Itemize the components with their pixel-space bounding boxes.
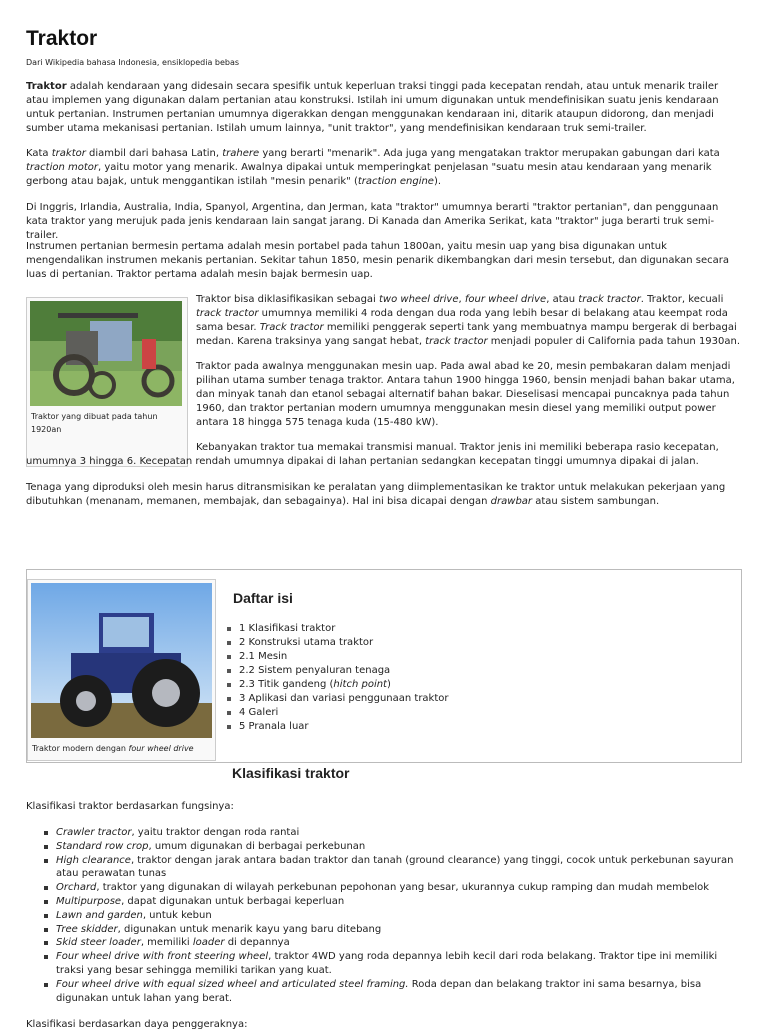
toc-item[interactable]: 2.3 Titik gandeng (hitch point) xyxy=(225,678,449,692)
toc-item[interactable]: 5 Pranala luar xyxy=(225,720,449,734)
figure-modern-tractor xyxy=(27,579,216,761)
toc-item[interactable]: 2 Konstruksi utama traktor xyxy=(225,636,449,650)
classification-list xyxy=(42,826,742,1005)
page-subtitle: Dari Wikipedia bahasa Indonesia, ensiklopedia bebas xyxy=(26,58,240,67)
toc-item[interactable]: 2.2 Sistem penyaluran tenaga xyxy=(225,664,449,678)
paragraph-classification: Traktor bisa diklasifikasikan sebagai two wheel drive, four wheel drive, atau track tractor. Traktor, kecuali track tractor umumnya memiliki 4 roda dengan dua roda yang lebih besar di belakang atau keempat roda sama besar. Track tractor memiliki penggerak seperti tank yang membuatnya mampu bergerak di berbagai medan. Karena traksinya yang sangat hebat, track tractor menjadi populer di California pada tahun 1930an. xyxy=(196,294,741,347)
page-title: Traktor xyxy=(26,27,98,50)
list-item: Standard row crop, umum digunakan di berbagai perkebunan xyxy=(42,840,742,854)
list-item: High clearance, traktor dengan jarak antara badan traktor dan tanah (ground clearance) yang tinggi, cocok untuk perkebunan sayuran atau perawatan tunas xyxy=(42,854,742,882)
toc-item[interactable]: 1 Klasifikasi traktor xyxy=(225,622,449,636)
article xyxy=(26,26,742,1030)
list-item: Lawn and garden, untuk kebun xyxy=(42,909,742,923)
paragraph-history: Instrumen pertanian bermesin pertama adalah mesin portabel pada tahun 1800an, yaitu mesin uap yang bisa digunakan untuk mengendalikan instrumen mekanis pertanian. Sekitar tahun 1850, mesin penarik dikembangkan dari mesin tersebut, dan digunakan secara luas di pertanian. Traktor pertama adalah mesin bajak bermesin uap. xyxy=(26,241,729,280)
toc-item[interactable]: 4 Galeri xyxy=(225,706,449,720)
paragraph-intro: Traktor adalah kendaraan yang didesain secara spesifik untuk keperluan traksi tinggi pada kecepatan rendah, atau untuk menarik trailer atau implemen yang digunakan dalam pertanian atau konstruksi. Istilah ini umum digunakan untuk mendefinisikan suatu jenis kendaraan untuk pertanian. Instrumen pertanian umumnya digerakkan dengan menggunakan kendaraan ini, ditarik ataupun didorong, dan menjadi sumber utama mekanisasi pertanian. Istilah umum lainnya, "unit traktor", yang mendefinisikan kendaraan truk semi-trailer. xyxy=(26,81,719,134)
list-item: Four wheel drive with equal sized wheel and articulated steel framing. Roda depan dan belakang traktor ini sama besarnya, bisa digunakan untuk lahan yang berat. xyxy=(42,978,742,1006)
toc-list xyxy=(225,622,449,734)
vintage-tractor-image[interactable] xyxy=(30,301,182,406)
paragraph-transmission: Kebanyakan traktor tua memakai transmisi manual. Traktor jenis ini memiliki beberapa rasio kecepatan, umumnya 3 hingga 6. Kecepatan rendah umumnya dipakai di lahan pertanian sedangkan kecepatan tinggi umumnya dipakai di jalan. xyxy=(26,442,719,467)
paragraph-engines: Traktor pada awalnya menggunakan mesin uap. Pada awal abad ke 20, mesin pembakaran dalam menjadi pilihan utama sumber tenaga traktor. Antara tahun 1900 hingga 1960, bensin menjadi bahan bakar utama, dan minyak tanah dan etanol sebagai alternatif bahan bakar. Dieselisasi mencapai puncaknya pada tahun 1960, dan traktor pertanian modern umumnya menggunakan mesin diesel yang memiliki output power antara 18 hingga 575 tenaga kuda (15-480 kW). xyxy=(196,361,735,428)
toc-container xyxy=(26,569,742,763)
list-item: Crawler tractor, yaitu traktor dengan roda rantai xyxy=(42,826,742,840)
list-item: Tree skidder, digunakan untuk menarik kayu yang baru ditebang xyxy=(42,923,742,937)
toc-title: Daftar isi xyxy=(233,590,293,606)
list-item: Skid steer loader, memiliki loader di depannya xyxy=(42,936,742,950)
list-item: Four wheel drive with front steering wheel, traktor 4WD yang roda depannya lebih kecil dari roda belakang. Traktor tipe ini memiliki traksi yang besar sehingga memiliki tarikan yang kuat. xyxy=(42,950,742,978)
toc-item[interactable]: 3 Aplikasi dan variasi penggunaan traktor xyxy=(225,692,449,706)
term-traktor: Traktor xyxy=(26,81,67,92)
section-heading: Klasifikasi traktor xyxy=(232,765,350,781)
paragraph-power: Tenaga yang diproduksi oleh mesin harus ditransmisikan ke peralatan yang diimplementasikan ke traktor untuk melakukan pekerjaan yang dibutuhkan (menanam, memanen, membajak, dan sebagainya). Hal ini bisa dicapai dengan drawbar atau sistem sambungan. xyxy=(26,482,726,507)
paragraph-regions: Di Inggris, Irlandia, Australia, India, Spanyol, Argentina, dan Jerman, kata "traktor" umumnya berarti "traktor pertanian", dan penggunaan kata traktor yang merujuk pada jenis kendaraan lain sangat jarang. Di Kanada dan Amerika Serikat, kata "traktor" juga berarti truk semi-trailer. xyxy=(26,202,719,241)
section-intro: Klasifikasi traktor berdasarkan fungsinya: xyxy=(26,801,234,812)
figure-caption: Traktor modern dengan four wheel drive xyxy=(32,744,194,753)
list-item: Multipurpose, dapat digunakan untuk berbagai keperluan xyxy=(42,895,742,909)
list-item: Orchard, traktor yang digunakan di wilayah perkebunan pepohonan yang besar, ukurannya cukup ramping dan mudah membelok xyxy=(42,881,742,895)
modern-tractor-image[interactable] xyxy=(31,583,212,738)
cut-off-line: Klasifikasi berdasarkan daya penggeraknya: xyxy=(26,1019,248,1030)
figure-caption: Traktor yang dibuat pada tahun 1920an xyxy=(31,412,158,434)
paragraph-etymology: Kata traktor diambil dari bahasa Latin, trahere yang berarti "menarik". Ada juga yang mengatakan traktor merupakan gabungan dari kata traction motor, yaitu motor yang menarik. Awalnya dipakai untuk memperingkat penjelasan "suatu mesin atau kendaraan yang menarik gerbong atau bajak, untuk menggantikan istilah "mesin penarik" (traction engine). xyxy=(26,148,720,187)
toc-item[interactable]: 2.1 Mesin xyxy=(225,650,449,664)
